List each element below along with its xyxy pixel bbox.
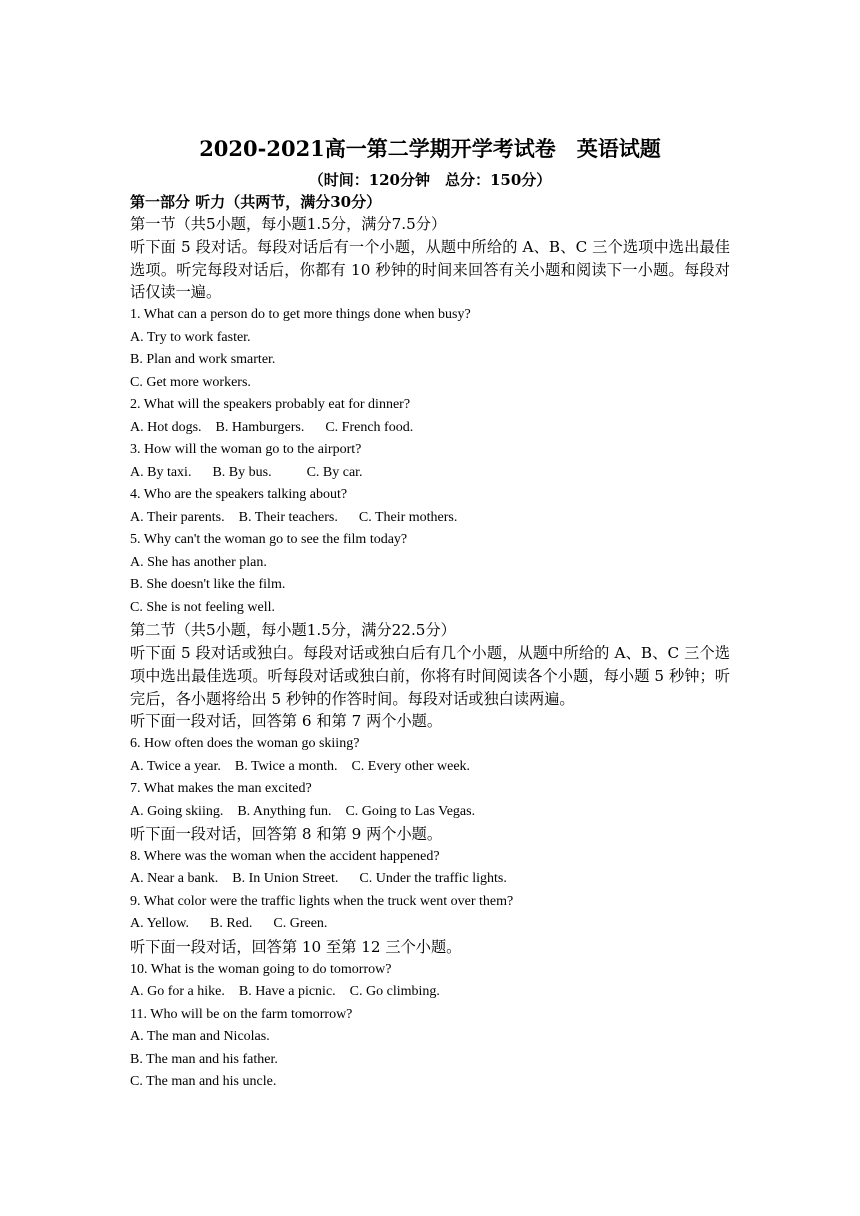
exam-page: [130, 133, 730, 1094]
option-line: A. Near a bank. B. In Union Street. C. Under the traffic lights.: [130, 871, 507, 887]
option: C. Get more workers.: [130, 374, 251, 390]
option: A. Try to work faster.: [130, 329, 251, 345]
option-line: A. Go for a hike. B. Have a picnic. C. Go climbing.: [130, 984, 440, 1000]
question: 4. Who are the speakers talking about?: [130, 487, 348, 503]
page-subtitle: （时间：120分钟 总分：150分）: [308, 171, 552, 189]
option-line: A. Their parents. B. Their teachers. C. Their mothers.: [130, 509, 458, 525]
option-line: A. Hot dogs. B. Hamburgers. C. French food.: [130, 419, 414, 435]
option: A. The man and Nicolas.: [130, 1029, 270, 1045]
question: 6. How often does the woman go skiing?: [130, 736, 360, 752]
question: 1. What can a person do to get more things done when busy?: [130, 307, 471, 323]
option-line: A. Going skiing. B. Anything fun. C. Going to Las Vegas.: [130, 803, 476, 819]
section-heading: 第一节（共5小题，每小题1.5分，满分7.5分）: [130, 215, 447, 233]
question: 10. What is the woman going to do tomorrow?: [130, 961, 392, 977]
section-instructions: 听下面 5 段对话。每段对话后有一个小题，从题中所给的 A、B、C 三个选项中选出最佳选项。听完每段对话后，你都有 10 秒钟的时间来回答有关小题和阅读下一小题。每段对话仅读一遍。: [130, 237, 730, 302]
option-line: A. Twice a year. B. Twice a month. C. Every other week.: [130, 758, 471, 774]
part-heading: 第一部分 听力（共两节，满分30分）: [130, 193, 382, 211]
dialogue-lead: 听下面一段对话，回答第 10 至第 12 三个小题。: [130, 937, 462, 956]
dialogue-lead: 听下面一段对话，回答第 6 和第 7 两个小题。: [130, 712, 443, 731]
dialogue-lead: 听下面一段对话，回答第 8 和第 9 两个小题。: [130, 825, 443, 844]
question: 9. What color were the traffic lights when the truck went over them?: [130, 893, 514, 909]
page-title: 2020-2021高一第二学期开学考试卷 英语试题: [199, 136, 661, 161]
question: 8. Where was the woman when the accident happened?: [130, 848, 440, 864]
option: A. She has another plan.: [130, 554, 267, 570]
option: C. She is not feeling well.: [130, 599, 276, 615]
option-line: A. Yellow. B. Red. C. Green.: [130, 916, 328, 932]
question: 3. How will the woman go to the airport?: [130, 442, 362, 458]
section-heading: 第二节（共5小题，每小题1.5分，满分22.5分）: [130, 621, 456, 640]
option: B. The man and his father.: [130, 1051, 278, 1067]
section-instructions: 听下面 5 段对话或独白。每段对话或独白后有几个小题，从题中所给的 A、B、C 三个选项中选出最佳选项。听每段对话或独白前，你将有时间阅读各个小题，每小题 5 秒钟；听完后，各小题将给出 5 秒钟的作答时间。每段对话或独白读两遍。: [130, 643, 730, 708]
option: B. Plan and work smarter.: [130, 352, 276, 368]
question: 2. What will the speakers probably eat for dinner?: [130, 397, 411, 413]
question: 5. Why can't the woman go to see the film today?: [130, 532, 408, 548]
option: B. She doesn't like the film.: [130, 577, 286, 593]
option: C. The man and his uncle.: [130, 1074, 277, 1090]
question: 7. What makes the man excited?: [130, 781, 312, 797]
question: 11. Who will be on the farm tomorrow?: [130, 1006, 353, 1022]
option-line: A. By taxi. B. By bus. C. By car.: [130, 464, 363, 480]
